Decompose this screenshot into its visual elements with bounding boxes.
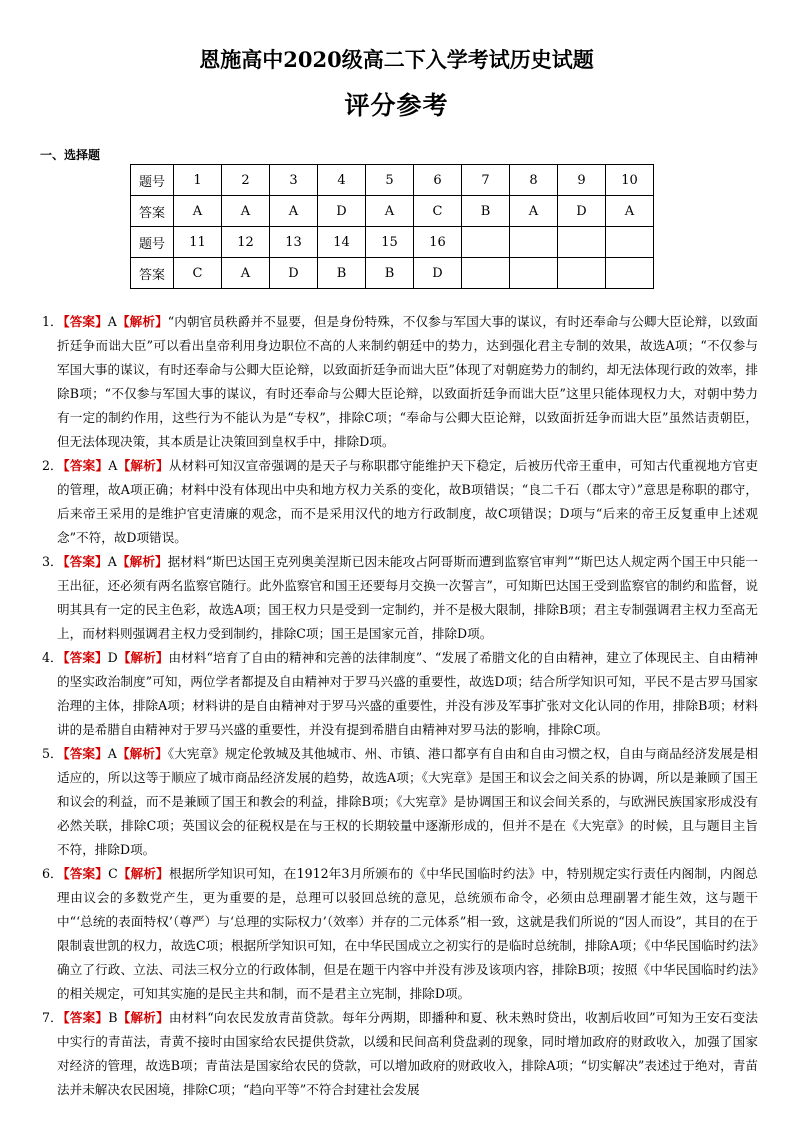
table-cell [606,227,654,258]
question-item [42,742,758,862]
question-number: 6． [42,866,63,881]
section-heading: 一、选择题 [40,148,101,162]
table-cell: B [318,258,366,289]
table-cell: 5 [366,165,414,196]
analysis-label: 【解析】 [116,554,168,569]
question-number: 4． [42,650,63,665]
table-cell: 10 [606,165,654,196]
answer-table [130,164,654,289]
table-cell: 15 [366,227,414,258]
answer-label: 【答案】 [57,650,108,665]
page-subtitle: 评分参考 [344,91,449,120]
analysis-label: 【解析】 [116,314,168,329]
table-cell: C [174,258,222,289]
table-cell [558,227,606,258]
answer-value: C [108,866,118,881]
table-cell [558,258,606,289]
question-number: 3． [42,554,63,569]
question-item [42,550,758,646]
analysis-label: 【解析】 [117,458,169,473]
answer-label: 【答案】 [57,314,108,329]
answer-label: 【答案】 [57,866,109,881]
answer-value: A [107,554,117,569]
analysis-label: 【解析】 [117,866,169,881]
table-cell [510,227,558,258]
table-cell: 8 [510,165,558,196]
table-cell: 6 [414,165,462,196]
analysis-label: 【解析】 [117,650,169,665]
table-cell: A [366,196,414,227]
table-row [131,165,654,196]
answer-value: A [107,746,117,761]
table-cell: A [222,258,270,289]
answer-value: A [107,314,117,329]
table-cell: C [414,196,462,227]
analysis-text: 从材料可知汉宣帝强调的是天子与称职郡守能维护天下稳定，后被历代帝王重申，可知古代重视地方官吏的管理，故A项正确；材料中没有体现出中央和地方权力关系的变化，故B项错误；“良二千石（郡太守）”意思是称职的郡守，后来帝王采用的是维护官吏清廉的观念，而不是采用汉代的地方行政制度，故C项错误；D项与“后来的帝王反复重申上述观念”不符，故D项错误。 [57,458,759,545]
table-cell [510,258,558,289]
table-cell [606,258,654,289]
table-cell: D [558,196,606,227]
answer-value: B [108,1010,118,1025]
analysis-label: 【解析】 [117,1010,169,1025]
table-cell: 11 [174,227,222,258]
table-cell: 7 [462,165,510,196]
question-number: 5． [42,746,63,761]
analysis-text: 根据所学知识可知，在1912年3月所颁布的《中华民国临时约法》中，特别规定实行责任内阁制，内阁总理由议会的多数党产生，更为重要的是，总理可以驳回总统的意见，总统颁布命令，必须由总理副署才能生效，这与题干中“‘总统的表面特权’（尊严）与‘总理的实际权力’（效率）并存的二元体系”相一致，这就是我们所说的“因人而设”，其目的在于限制袁世凯的权力，故选C项；根据所学知识可知，在中华民国成立之初实行的是临时总统制，排除A项；《中华民国临时约法》确立了行政、立法、司法三权分立的行政体制，但是在题干内容中并没有涉及该项内容，排除B项；按照《中华民国临时约法》的相关规定，可知其实施的是民主共和制，而不是君主立宪制，排除D项。 [57,866,759,1001]
table-cell: 16 [414,227,462,258]
table-cell: 1 [174,165,222,196]
table-cell: A [222,196,270,227]
table-row [131,196,654,227]
table-cell: 3 [270,165,318,196]
table-cell: 12 [222,227,270,258]
question-number: 1． [42,314,63,329]
question-item [42,310,758,454]
answer-label: 【答案】 [57,746,108,761]
table-cell: B [366,258,414,289]
question-item [42,646,758,742]
table-cell: 9 [558,165,606,196]
table-cell: 14 [318,227,366,258]
question-item [42,454,758,550]
table-cell: B [462,196,510,227]
analysis-text: 《大宪章》规定伦敦城及其他城市、州、市镇、港口都享有自由和自由习惯之权，自由与商品经济发展是相适应的，所以这等于顺应了城市商品经济发展的趋势，故选A项；《大宪章》是国王和议会之间关系的协调，所以是兼顾了国王和议会的利益，而不是兼顾了国王和教会的利益，排除B项；《大宪章》是协调国王和议会间关系的，与欧洲民族国家形成没有必然关联，排除C项；英国议会的征税权是在与王权的长期较量中逐渐形成的，但并不是在《大宪章》的时候，且与题目主旨不符，排除D项。 [57,746,759,857]
answer-value: D [107,650,118,665]
table-cell: 13 [270,227,318,258]
answer-label: 【答案】 [57,458,109,473]
question-item [42,1006,758,1102]
table-cell: D [318,196,366,227]
question-number: 2． [42,458,63,473]
table-cell [462,227,510,258]
table-cell: D [414,258,462,289]
page-title: 恩施高中2020级高二下入学考试历史试题 [199,47,594,72]
answer-value: A [108,458,118,473]
table-cell: A [606,196,654,227]
table-row-header: 题号 [131,165,174,196]
table-row-header: 答案 [131,196,174,227]
answer-label: 【答案】 [57,1010,109,1025]
table-row [131,258,654,289]
analysis-text: 据材料“斯巴达国王克列奥美涅斯已因未能攻占阿哥斯而遭到监察官审判”“斯巴达人规定两个国王中只能一王出征，还必须有两名监察官随行。此外监察官和国王还要每月交换一次誓言”，可知斯巴达国王受到监察官的制约和监督，说明其具有一定的民主色彩，故选A项；国王权力只是受到一定制约，并不是极大限制，排除B项；君主专制强调君主权力至高无上，而材料则强调君主权力受到制约，排除C项；国王是国家元首，排除D项。 [57,554,758,641]
analysis-text: “内朝官员秩爵并不显要，但是身份特殊，不仅参与军国大事的谋议，有时还奉命与公卿大臣论辩，以致面折廷争而诎大臣”可以看出皇帝利用身边职位不高的人来制约朝廷中的势力，达到强化君主专制的效果，故选A项；“不仅参与军国大事的谋议，有时还奉命与公卿大臣论辩，以致面折廷争而诎大臣”体现了对朝庭势力的制约，却无法体现行政的效率，排除B项；“不仅参与军国大事的谋议，有时还奉命与公卿大臣论辩，以致面折廷争而诎大臣”这里只能体现权力大，对朝中势力有一定的制约作用，这些行为不能认为是“专权”，排除C项；“奉命与公卿大臣论辩，以致面折廷争而诎大臣”虽然诘责朝臣，但无法体现决策，其本质是让决策回到皇权手中，排除D项。 [57,314,759,449]
table-cell: D [270,258,318,289]
table-cell: 2 [222,165,270,196]
table-cell [462,258,510,289]
answer-label: 【答案】 [57,554,108,569]
table-row-header: 题号 [131,227,174,258]
table-cell: A [510,196,558,227]
table-cell: 4 [318,165,366,196]
analysis-text: 由材料“培育了自由的精神和完善的法律制度”、“发展了希腊文化的自由精神，建立了体现民主、自由精神的坚实政治制度”可知，两位学者都提及自由精神对于罗马兴盛的重要性，故选D项；结合所学知识可知，平民不是古罗马国家治理的主体，排除A项；材料讲的是自由精神对于罗马兴盛的重要性，并没有涉及军事扩张对文化认同的作用，排除B项；材料讲的是希腊自由精神对于罗马兴盛的重要性，并没有提到希腊自由精神对罗马法的影响，排除C项。 [57,650,759,737]
question-item [42,862,758,1006]
answer-explanations [42,310,758,1102]
table-cell: A [174,196,222,227]
table-row [131,227,654,258]
analysis-text: 由材料“向农民发放青苗贷款。每年分两期，即播种和夏、秋未熟时贷出，收割后收回”可知为王安石变法中实行的青苗法，青黄不接时由国家给农民提供贷款，以缓和民间高利贷盘剥的现象，同时增加政府的财政收入，加强了国家对经济的管理，故选B项；青苗法是国家给农民的贷款，可以增加政府的财政收入，排除A项；“切实解决”表述过于绝对，青苗法并未解决农民困境，排除C项；“趋向平等”不符合封建社会发展 [57,1010,758,1097]
analysis-label: 【解析】 [116,746,168,761]
table-row-header: 答案 [131,258,174,289]
table-cell: A [270,196,318,227]
question-number: 7． [42,1010,63,1025]
